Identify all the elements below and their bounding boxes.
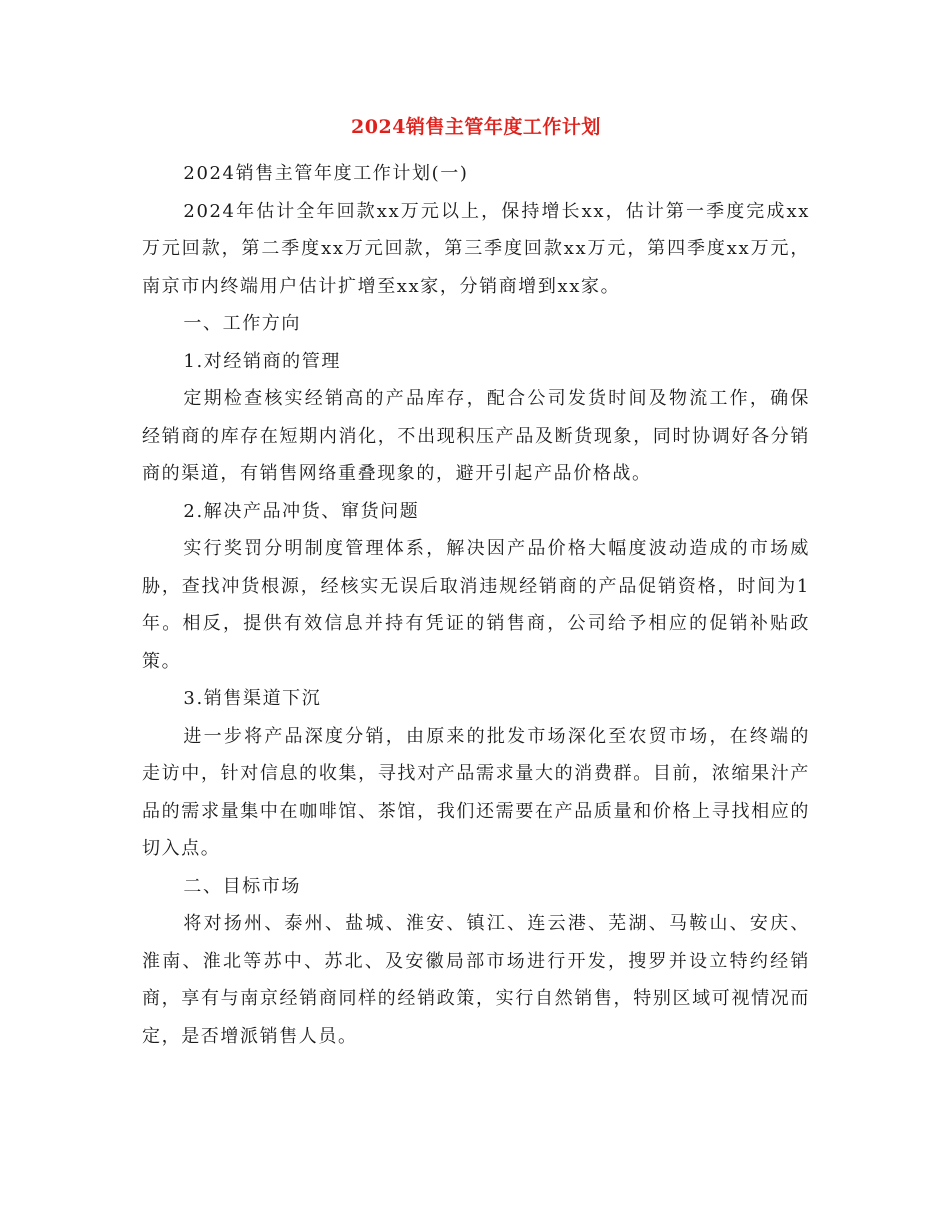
paragraph-channel-sinking: 进一步将产品深度分销，由原来的批发市场深化至农贸市场，在终端的走访中，针对信息的收集，寻找对产品需求量大的消费群。目前，浓缩果汁产品的需求量集中在咖啡馆、茶馆，我们还需要在产品质量和价格上寻找相应的切入点。 <box>142 725 810 859</box>
paragraph-cross-selling: 实行奖罚分明制度管理体系，解决因产品价格大幅度波动造成的市场威胁，查找冲货根源，经核实无误后取消违规经销商的产品促销资格，时间为1年。相反，提供有效信息并持有凭证的销售商，公司给予相应的促销补贴政策。 <box>142 538 810 672</box>
subheading-cross-selling: 2.解决产品冲货、窜货问题 <box>183 500 420 522</box>
document-body <box>142 110 810 1055</box>
subheading-dealer-management: 1.对经销商的管理 <box>183 350 341 372</box>
subheading-channel-sinking: 3.销售渠道下沉 <box>183 688 322 709</box>
section-heading-target-market: 二、目标市场 <box>183 875 301 897</box>
paragraph-annual-targets: 2024年估计全年回款xx万元以上，保持增长xx，估计第一季度完成xx万元回款，第二季度xx万元回款，第三季度回款xx万元，第四季度xx万元，南京市内终端用户估计扩增至xx家，分销商增到xx家。 <box>142 200 810 297</box>
document-title: 2024销售主管年度工作计划 <box>351 116 601 138</box>
paragraph-dealer-management: 定期检查核实经销高的产品库存，配合公司发货时间及物流工作，确保经销商的库存在短期内消化，不出现积压产品及断货现象，同时协调好各分销商的渠道，有销售网络重叠现象的，避开引起产品价格战。 <box>142 388 810 484</box>
paragraph-target-market: 将对扬州、泰州、盐城、淮安、镇江、连云港、芜湖、马鞍山、安庆、淮南、淮北等苏中、苏北、及安徽局部市场进行开发，搜罗并设立特约经销商，享有与南京经销商同样的经销政策，实行自然销售，特别区域可视情况而定，是否增派销售人员。 <box>142 913 810 1047</box>
section-heading-work-direction: 一、工作方向 <box>183 313 301 334</box>
plan-subtitle: 2024销售主管年度工作计划(一) <box>183 163 469 184</box>
